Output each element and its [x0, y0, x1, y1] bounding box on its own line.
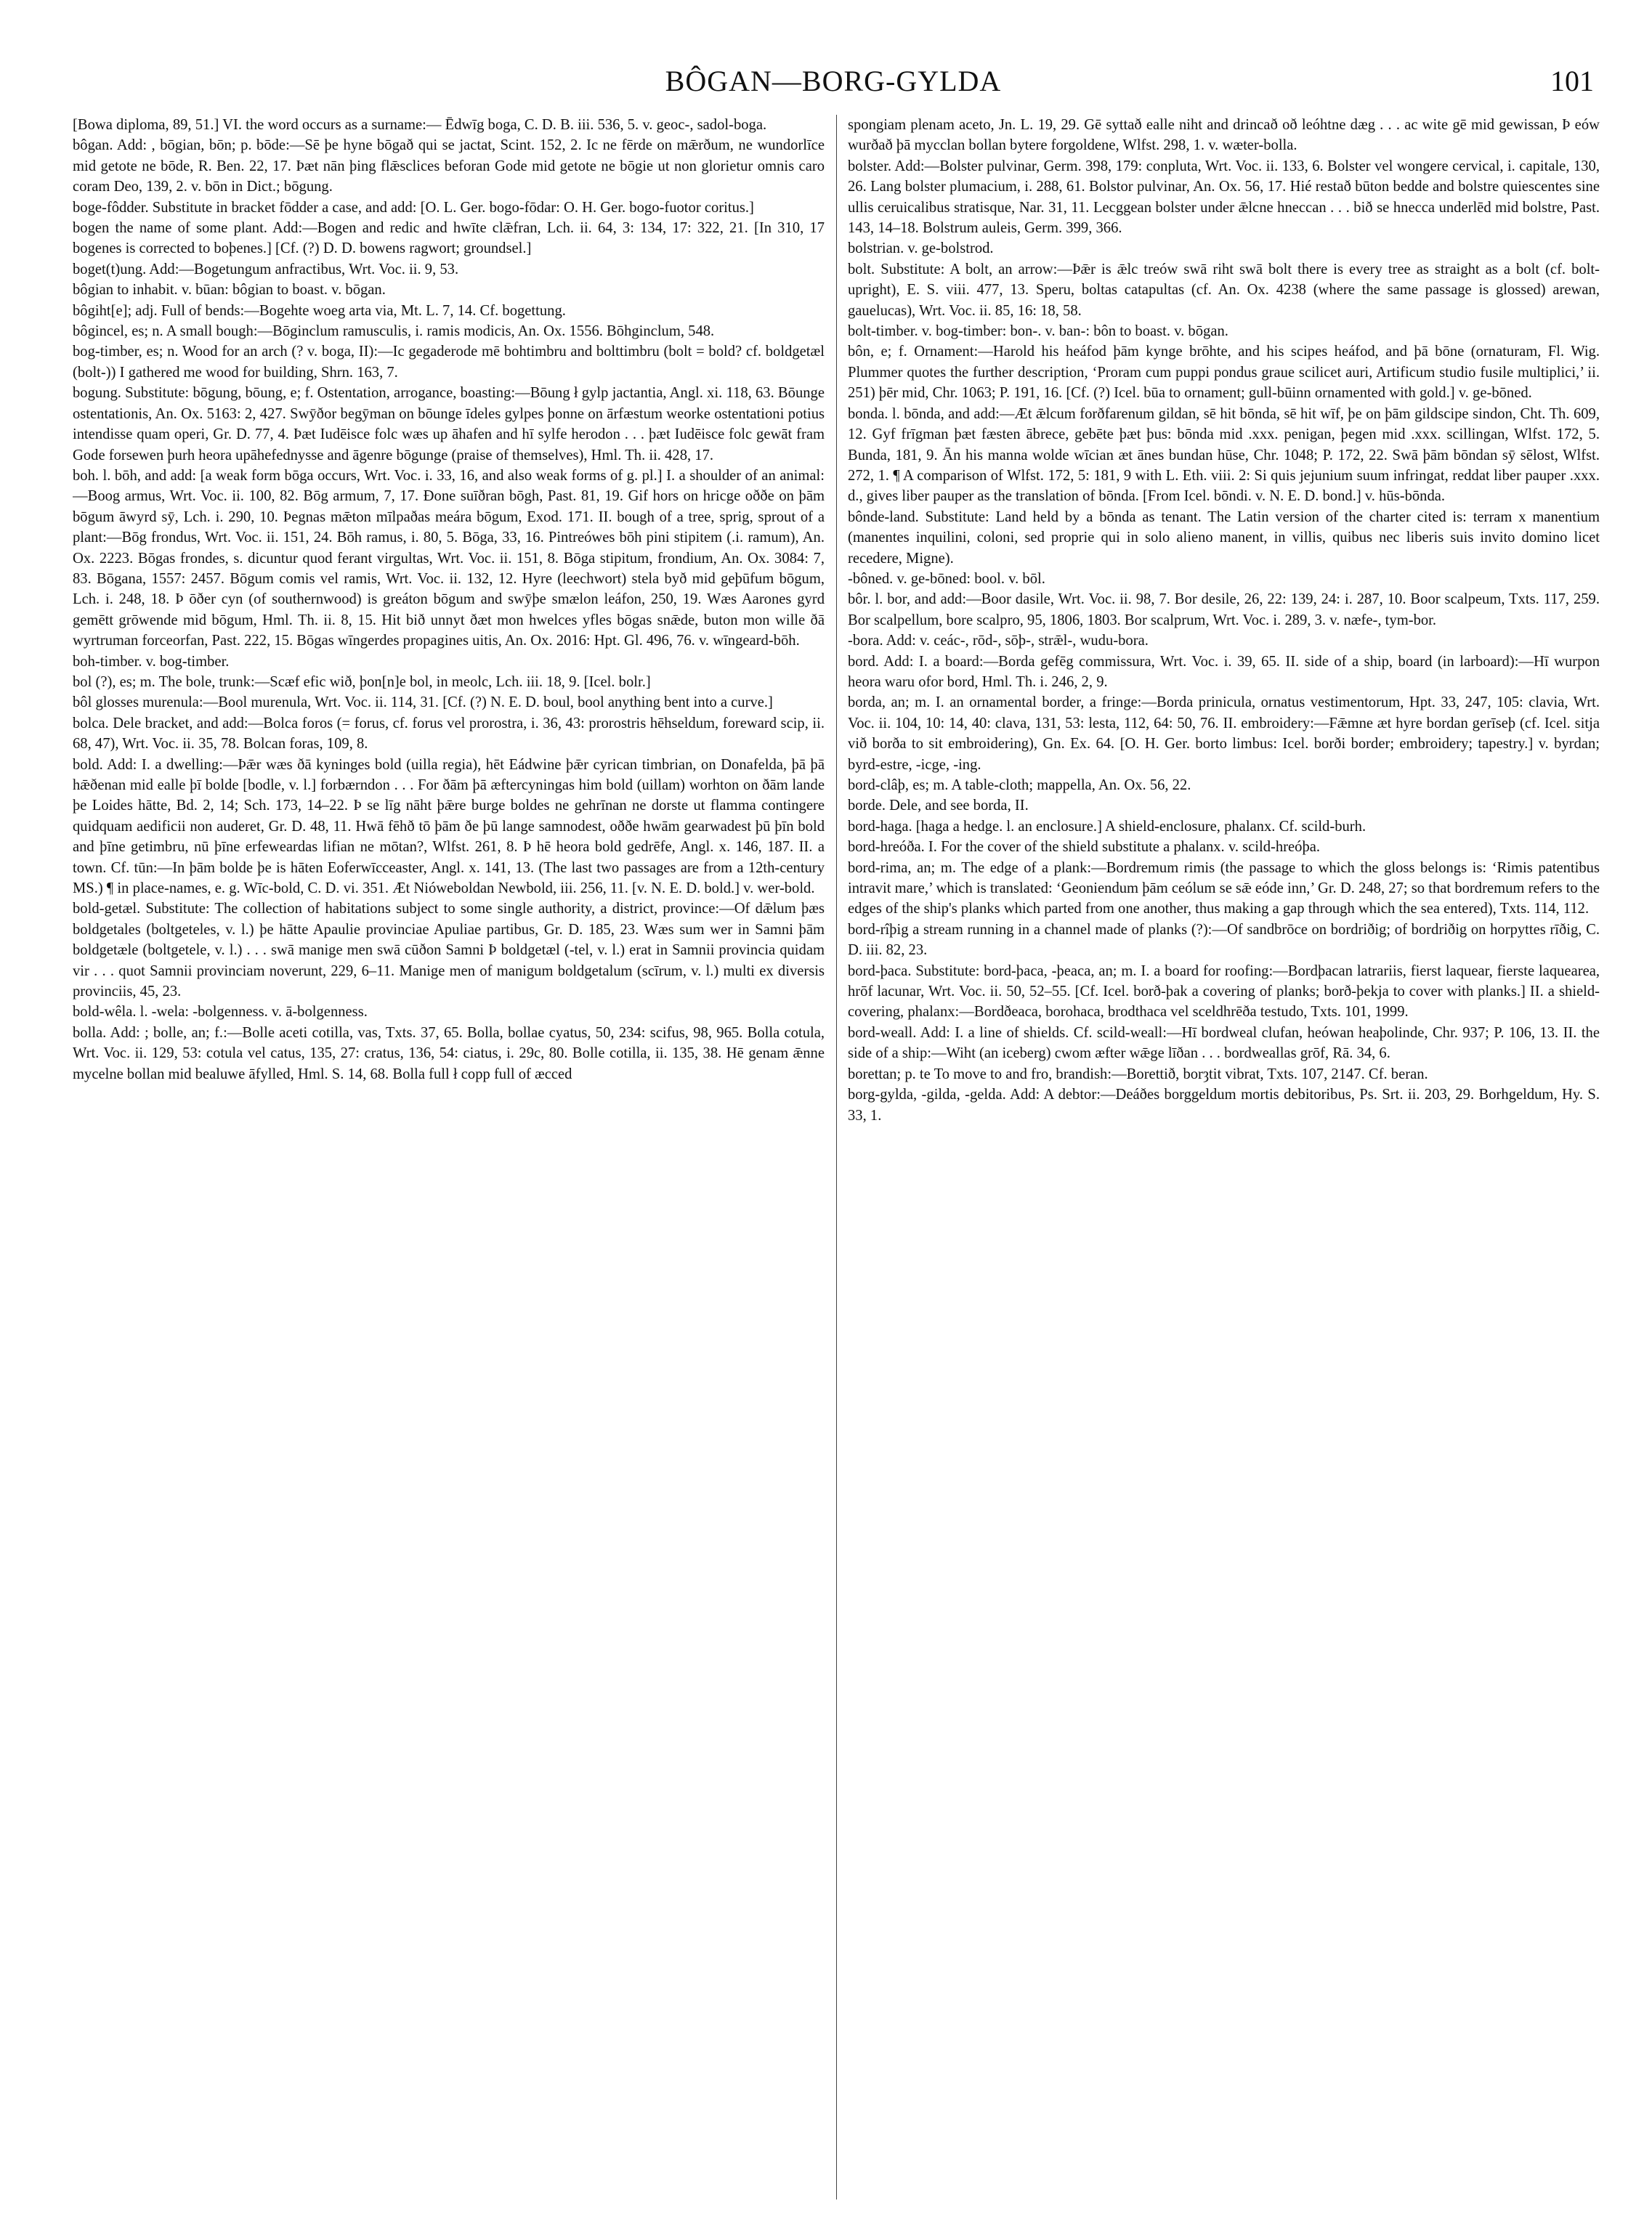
entry: bord-weall. Add: I. a line of shields. Cf. scild-weall:—Hī bordweal clufan, heówan heaþolinde, Chr. 937; P. 106, 13. II. the side of a ship:—Wiht (an iceberg) cwom æfter wǣge līðan . . . bordweallas grōf, Rā. 34, 6. — [848, 1024, 1600, 1062]
entry: borda, an; m. I. an ornamental border, a fringe:—Borda prinicula, ornatus vestimentorum, Hpt. 33, 247, 105: clavia, Wrt. Voc. ii. 104, 10: 14, 40: clava, 131, 53: lesta, 112, 64: 50, 76. II. embroidery:—Fǣmne æt hyre bordan gerīseþ (cf. Icel. sitja við borða to sit embroidering), Gn. Ex. 64. [O. H. Ger. borto limbus: Icel. borði border; embroidery; tapestry.] v. byrdan; byrd-estre, -icge, -ing. — [848, 694, 1600, 773]
entry: bôn, e; f. Ornament:—Harold his heáfod þām kynge brōhte, and his scipes heáfod, and þā bōne (ornaturam, Fl. Wig. Plummer quotes the further description, ‘Proram cum puppi pondus graue scilicet auri, Artificum studio fusile multiplici,’ ii. 251) þēr mid, Chr. 1063; P. 191, 16. [Cf. (?) Icel. būa to ornament; gull-būinn ornamented with gold.] v. ge-bōned. — [848, 344, 1600, 402]
entry: bôgan. Add: , bōgian, bōn; p. bōde:—Sē þe hyne bōgað qui se jactat, Scint. 152, 2. Ic ne fērde on mǣrðum, ne wundorlīce mid getote ne bōde, R. Ben. 22, 17. Þæt nān þing flǣsclices beforan Gode mid getote ne bōgie ut non glorietur omnis caro coram Deo, 139, 2. v. bōn in Dict.; bōgung. — [73, 137, 825, 195]
entry: bôgiht[e]; adj. Full of bends:—Bogehte woeg arta via, Mt. L. 7, 14. Cf. bogettung. — [73, 302, 566, 319]
entry: bord-haga. [haga a hedge. l. an enclosure.] A shield-enclosure, phalanx. Cf. scild-burh. — [848, 818, 1366, 835]
entry: bold. Add: I. a dwelling:—Þǣr wæs ðā kyninges bold (uilla regia), hēt Eádwine þǣr cyrican timbrian, on Donafelda, þā þā hǣðenan mid ealle þī bolde [bodle, v. l.] forbærndon . . . For ðām þā æftercyningas him bold (uillam) worhton on ðām lande þe Loides hātte, Bd. 2, 14; Sch. 173, 14–22. Þ se līg nāht þǣre burge boldes ne gehrīnan ne dorste ut flamma contingere quidquam aedificii non auderet, Gr. D. 48, 11. Hwā fēhð tō þām ðe þū lange samnodest, oððe hwām gearwadest þū þīn bold and þīne getimbru, nū þīne erfeweardas lifian ne mōtan?, Wlfst. 261, 8. Þ hē heora bold gedrēfe, Angl. x. 146, 187. II. a town. Cf. tūn:—In þām bolde þe is hāten Eoferwīcceaster, Angl. x. 141, 13. (The last two passages are from a 12th-century MS.) ¶ in place-names, e. g. Wīc-bold, C. D. vi. 351. Æt Nióweboldan Newbold, iii. 256, 11. [v. N. E. D. bold.] v. wer-bold. — [73, 756, 825, 897]
right-column — [848, 115, 1600, 2199]
column-divider — [836, 115, 837, 2199]
entry: bord-þaca. Substitute: bord-þaca, -þeaca, an; m. I. a board for roofing:—Bordþacan latrariis, fierst laquear, fierste laquearea, hrōf lacunar, Wrt. Voc. ii. 50, 52–55. [Cf. Icel. borð-þak a covering of planks; borð-þekja to cover with planks.] II. a shield-covering, phalanx:—Bordðeaca, borohaca, brodthaca vel sceldhrēða testudo, Txts. 101, 1999. — [848, 962, 1600, 1021]
entry: bol (?), es; m. The bole, trunk:—Scæf efic wið, þon[n]e bol, in meolc, Lch. iii. 18, 9. [Icel. bolr.] — [73, 673, 651, 690]
entry: bolt-timber. v. bog-timber: bon-. v. ban-: bôn to boast. v. bōgan. — [848, 323, 1228, 340]
entry: [Bowa diploma, 89, 51.] VI. the word occurs as a surname:— Ēdwīg boga, C. D. B. iii. 536, 5. v. geoc-, sadol-boga. — [73, 117, 767, 133]
entry: bogung. Substitute: bōgung, bōung, e; f. Ostentation, arrogance, boasting:—Bōung ł gylp jactantia, Angl. xi. 118, 63. Bōunge ostentationis, An. Ox. 5163: 2, 427. Swȳðor begȳman on bōunge īdeles gylpes þonne on ārfæstum weorke ostentationi potius intendisse quam operi, Gr. D. 77, 4. Þæt Iudēisce folc wæs up āhafen and hī sylfe herodon . . . þæt Iudēisce folc gewāt fram Gode forsewen þurh heora upāhefednysse and āgenre bōgunge (praise of themselves), Hml. Th. ii. 428, 17. — [73, 385, 825, 463]
entry: borettan; p. te To move to and fro, brandish:—Borettið, borȝtit vibrat, Txts. 107, 2147. Cf. beran. — [848, 1066, 1428, 1082]
entry: -bora. Add: v. ceác-, rōd-, sōþ-, strǣl-, wudu-bora. — [848, 633, 1149, 649]
entry: boh. l. bōh, and add: [a weak form bōga occurs, Wrt. Voc. i. 33, 16, and also weak forms of g. pl.] I. a shoulder of an animal:—Boog armus, Wrt. Voc. ii. 100, 82. Bōg armum, 7, 17. Ðone suīðran bōgh, Past. 81, 19. Gif hors on hricge oððe on þām bōgum āwyrd sȳ, Lch. i. 290, 10. Þegnas mǣton mīlpaðas meára bōgum, Exod. 171. II. bough of a tree, sprig, sprout of a plant:—Bōg frondus, Wrt. Voc. ii. 151, 24. Bōh ramus, i. 80, 5. Bōga, 33, 16. Pintreówes bōh pini stipitem (.i. ramum), An. Ox. 2223. Bōgas frondes, s. dicuntur quod ferant virgultas, Wrt. Voc. ii. 151, 8. Bōga stipitum, frondium, An. Ox. 3084: 7, 83. Bōgana, 1557: 2457. Bōgum comis vel ramis, Wrt. Voc. ii. 132, 12. Hyre (leechwort) stela byð mid geþūfum bōgum, Lch. i. 248, 18. Þ ōðer cyn (of southernwood) is greáton bōgum and swȳþe smælon leáfon, 250, 19. Wæs Aarones gyrd gemētt grōwende mid bōgum, Hml. Th. ii. 8, 15. Hit bið unnyt ðæt mon hwelces yfles bōgas snǣde, buton mon wille ðā wyrtruman forceorfan, Past. 222, 15. Bōgas wīngerdes propagines uitis, An. Ox. 2016: Hpt. Gl. 496, 76. v. wīngeard-bōh. — [73, 467, 825, 649]
entry: bord. Add: I. a board:—Borda gefēg commissura, Wrt. Voc. i. 39, 65. II. side of a ship, board (in larboard):—Hī wurpon heora waru ofor bord, Hml. Th. i. 246, 2, 9. — [848, 653, 1600, 690]
entry: bogen the name of some plant. Add:—Bogen and redic and hwīte clǣfran, Lch. ii. 64, 3: 134, 17: 322, 21. [In 310, 17 bogenes is corrected to boþenes.] [Cf. (?) D. D. bowens ragwort; groundsel.] — [73, 220, 825, 257]
running-title: BÔGAN—BORG-GYLDA — [665, 65, 1002, 97]
entry: borg-gylda, -gilda, -gelda. Add: A debtor:—Deáðes borggeldum mortis debitoribus, Ps. Srt. ii. 203, 29. Borhgeldum, Hy. S. 33, 1. — [848, 1087, 1600, 1124]
entry: bolca. Dele bracket, and add:—Bolca foros (= forus, cf. forus vel prorostra, i. 36, 43: prorostris hēhseldum, foreward scip, ii. 68, 47), Wrt. Voc. ii. 35, 78. Bolcan foras, 109, 8. — [73, 715, 825, 753]
entry: bôr. l. bor, and add:—Boor dasile, Wrt. Voc. ii. 98, 7. Bor desile, 26, 22: 139, 24: i. 287, 10. Boor scalpeum, Txts. 117, 259. Bor scalpellum, bore scalpro, 95, 1806, 1803. Bor scalprum, Wrt. Voc. i. 289, 3. v. næfe-, tym-bor. — [848, 591, 1600, 628]
entry: bôgincel, es; n. A small bough:—Bōginclum ramusculis, i. ramis modicis, An. Ox. 1556. Bōhginclum, 548. — [73, 323, 715, 340]
running-head — [73, 64, 1594, 108]
entry: bônde-land. Substitute: Land held by a bōnda as tenant. The Latin version of the charter cited is: terram x manentium (manentes inquilini, coloni, sed proprie qui in solo alieno manent, in villis, quibus nec liberis suis invito domino licet recedere, Migne). — [848, 508, 1600, 567]
entry: bonda. l. bōnda, and add:—Æt ǣlcum forðfarenum gildan, sē hit bōnda, sē hit wīf, þe on þām gildscipe sindon, Cht. Th. 609, 12. Gyf frīgman þæt fæsten ābrece, gebēte þæt þus: bōnda mid .xxx. penigan, þegen mid .xxx. scillingan, Wlfst. 172, 5. Bunda, 181, 9. Ān his manna wolde wīcian æt ānes bundan hūse, Chr. 1048; P. 172, 22. Swā þām bōndan sȳ sēlost, Wlfst. 272, 1. ¶ A comparison of Wlfst. 172, 5: 181, 9 with L. Eth. viii. 2: Si quis jejunium suum infringat, reddat liber pauper .xxx. d., gives liber pauper as the translation of bōnda. [From Icel. bōndi. v. N. E. D. bond.] v. hūs-bōnda. — [848, 405, 1600, 505]
entry: bord-clâþ, es; m. A table-cloth; mappella, An. Ox. 56, 22. — [848, 777, 1191, 793]
entry: bord-rîþig a stream running in a channel made of planks (?):—Of sandbrōce on bordriðig; of bordriðig on horpyttes rīðig, C. D. iii. 82, 23. — [848, 921, 1600, 959]
entry: bold-wêla. l. -wela: -bolgenness. v. ā-bolgenness. — [73, 1004, 368, 1021]
left-column — [73, 115, 825, 2199]
entry: bolster. Add:—Bolster pulvinar, Germ. 398, 179: conpluta, Wrt. Voc. ii. 133, 6. Bolster vel wongere cervical, i. capitale, 130, 26. Lang bolster plumacium, i. 288, 61. Bolstor pulvinar, An. Ox. 56, 17. Hié restað būton bedde and bolstre quiescentes sine ullis ceruicalibus stratisque, Nar. 31, 11. Lecggean bolster under ǣlcne hneccan . . . bið se hnecca underlēd mid bolstre, Past. 143, 14–18. Bolstrum auleis, Germ. 399, 366. — [848, 158, 1600, 237]
entry: boge-fôdder. Substitute in bracket fōdder a case, and add: [O. L. Ger. bogo-fōdar: O. H. Ger. bogo-fuotor coritus.] — [73, 199, 754, 216]
entry: bolstrian. v. ge-bolstrod. — [848, 240, 994, 257]
page-number: 101 — [1550, 65, 1594, 97]
entry: -bôned. v. ge-bōned: bool. v. bōl. — [848, 570, 1045, 587]
entry: bolt. Substitute: A bolt, an arrow:—Þǣr is ǣlc treów swā riht swā bolt there is every tree as straight as a bolt (cf. bolt-upright), E. S. viii. 477, 13. Speru, boltas catapultas (cf. An. Ox. 4238 (where the same passage is glossed) arewan, gauelucas), Wrt. Voc. ii. 85, 16: 18, 58. — [848, 261, 1600, 319]
entry: spongiam plenam aceto, Jn. L. 19, 29. Gē syttað ealle niht and drincað oð leóhtne dæg . . . ac wite gē mid gewissan, Þ eów wurðað þā mycclan bollan bytere forgoldene, Wlfst. 298, 1. v. wæter-bolla. — [848, 117, 1600, 154]
entry: boget(t)ung. Add:—Bogetungum anfractibus, Wrt. Voc. ii. 9, 53. — [73, 261, 459, 277]
entry: bôl glosses murenula:—Bool murenula, Wrt. Voc. ii. 114, 31. [Cf. (?) N. E. D. boul, bool anything bent into a curve.] — [73, 694, 773, 711]
entry: bolla. Add: ; bolle, an; f.:—Bolle aceti cotilla, vas, Txts. 37, 65. Bolla, bollae cyatus, 50, 234: scifus, 98, 965. Bolla cotula, Wrt. Voc. ii. 129, 53: cotula vel catus, 135, 27: cratus, 136, 54: ciatus, i. 29c, 80. Bolle cotilla, ii. 135, 38. Hē genam ǣnne mycelne bollan mid bealuwe āfylled, Hml. S. 14, 68. Bolla full ł copp full of æcced — [73, 1024, 825, 1082]
entry: bold-getæl. Substitute: The collection of habitations subject to some single authority, a district, province:—Of dǣlum þæs boldgetales (boltgeteles, v. l.) þe hātte Apaulie provinciae Apuliae partibus, Gr. D. 185, 23. Wæs sum wer in Samni þām boldgetæle (boltgetele, v. l.) . . . swā manige men swā cūðon Samni Þ boldgetæl (-tel, v. l.) erat in Samnii provincia quidam vir . . . quot Samnii provinciam noverunt, 229, 6–11. Manige men of manigum boldgetalum (scīrum, v. l.) multi ex diversis provinciis, 45, 23. — [73, 901, 825, 1000]
entry: boh-timber. v. bog-timber. — [73, 653, 230, 670]
entry: bog-timber, es; n. Wood for an arch (? v. boga, II):—Ic gegaderode mē bohtimbru and bolttimbru (bolt = bold? cf. boldgetæl (bolt-)) I gathered me wood for building, Shrn. 163, 7. — [73, 344, 825, 381]
entry: bord-hreóða. I. For the cover of the shield substitute a phalanx. v. scild-hreóþa. — [848, 839, 1321, 856]
entry: bord-rima, an; m. The edge of a plank:—Bordremum rimis (the passage to which the gloss belongs is: ‘Rimis patentibus intravit mare,’ which is translated: ‘Geoniendum þām ceólum se sǣ eóde inn,’ Gr. D. 248, 27; so that bordremum refers to the edges of the ship's planks which parted from one another, thus making a gap through which the sea entered), Txts. 114, 112. — [848, 859, 1600, 917]
entry: bôgian to inhabit. v. būan: bôgian to boast. v. bōgan. — [73, 282, 386, 299]
entry: borde. Dele, and see borda, II. — [848, 798, 1029, 814]
